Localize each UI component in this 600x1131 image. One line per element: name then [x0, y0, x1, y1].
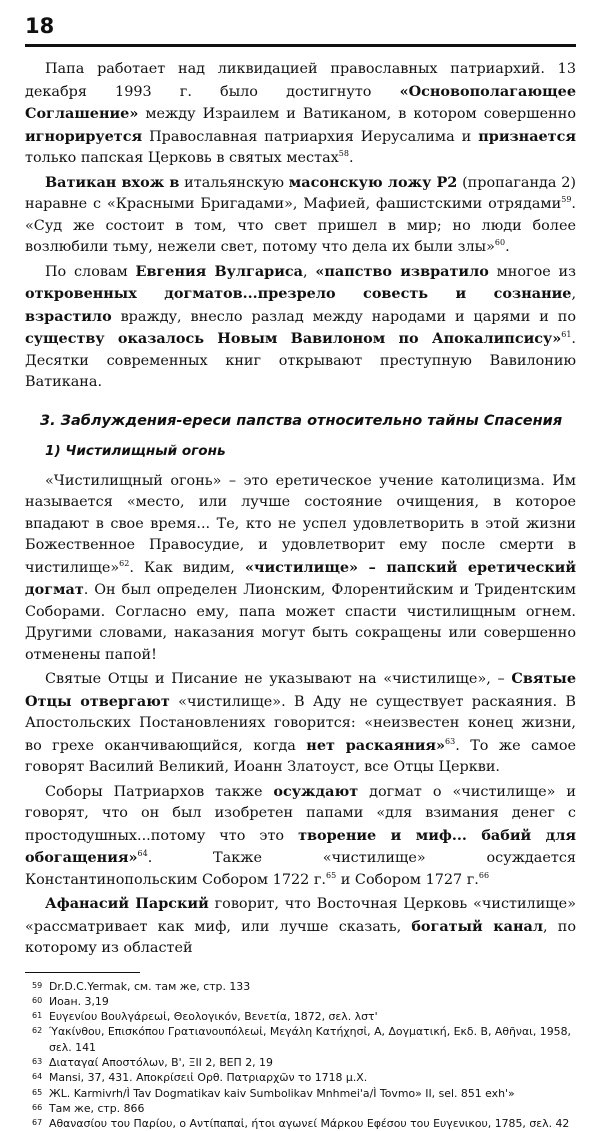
footnote-ref: 62 [119, 559, 129, 568]
bold-text: масонскую ложу Р2 [289, 174, 458, 191]
text-run: итальянскую [179, 175, 288, 191]
text-run: и Собором 1727 г. [336, 872, 479, 888]
footnote-rule [25, 972, 140, 973]
bold-text: творение и миф... бабий для обогащения» [25, 827, 576, 867]
text-run: . «Суд же состоит в том, что свет пришел в мир; но люди более возлюбили тьму, нежели свет, потому что дела их были злы» [25, 196, 576, 255]
text-run: Соборы Патриархов также [45, 784, 273, 800]
paragraphs-block-1 [25, 59, 576, 394]
text-run: . Он был определен Лионским, Флорентийским и Тридентским Соборами. Согласно ему, папа может спасти чистилищным огнем. Другими словами, наказания могут быть сокращены или совершенно отменены папой! [25, 582, 576, 663]
footnote-number: 64 [32, 1069, 42, 1084]
text-run: Святые Отцы и Писание не указывают на «чистилище», – [45, 671, 511, 687]
bold-text: «папство извратило [315, 263, 488, 280]
bold-text: Святые Отцы отвергают [25, 670, 576, 710]
bold-text: нет раскаяния» [306, 737, 445, 754]
bold-text: игнорируется [25, 128, 142, 145]
footnote-number: 62 [32, 1023, 42, 1038]
bold-text: взрастило [25, 308, 112, 325]
bold-text: существу оказалось Новым Вавилоном по Апокалипсису» [25, 330, 561, 347]
footnote-number: 60 [32, 993, 42, 1008]
text-run: , [571, 286, 576, 302]
footnote-text: Αθανασίου του Παρίου, ο Αντίπαπαἰ, ήτοι αγωνεί Μάρκου Εφέσου του Ευγενικου, 1785, σελ. 42 [49, 1117, 569, 1130]
footnote-number: 61 [32, 1008, 42, 1023]
footnote-ref: 66 [479, 871, 489, 880]
paragraph [25, 172, 576, 259]
paragraph [25, 893, 576, 960]
footnote [25, 994, 576, 1009]
footnote-number: 65 [32, 1085, 42, 1100]
footnote [25, 1086, 576, 1101]
bold-text: богатый канал [411, 918, 543, 935]
bold-text: ...презрело совесть и сознание [243, 285, 572, 302]
bold-text: Афанасий Парский [45, 895, 209, 912]
text-run: Православная патриархия Иерусалима и [142, 129, 478, 145]
footnotes [25, 979, 576, 1131]
text-run: «Чистилищный огонь» – это еретическое учение католицизма. Им называется «место, или лучше состояние очищения, в которое впадают в свое время... Те, кто не успел удовлетворить в этой жизни Божественное Правосудие, и удовлетворит ему после смерти в чистилище» [25, 473, 576, 576]
bold-text: «чистилище» – папский еретический догмат [25, 559, 576, 599]
footnote-ref: 60 [495, 238, 505, 247]
paragraphs-block-2 [25, 471, 576, 960]
subsection-heading: 1) Чистилищный огонь [45, 441, 576, 463]
bold-text: «Основополагающее Соглашение» [25, 83, 576, 123]
bold-text: откровенных догматов [25, 285, 243, 302]
paragraph [25, 471, 576, 667]
text-run: между Израилем и Ватиканом, в котором совершенно [138, 106, 576, 122]
body-text [25, 59, 576, 960]
footnote [25, 1116, 576, 1131]
footnote [25, 979, 576, 994]
footnote-text: Mansi, 37, 431. Αποκρίσειἰ Ορθ. Πατριαρχῶν το 1718 μ.Χ. [49, 1071, 367, 1084]
footnote-text: Иоан. 3,19 [49, 995, 109, 1008]
footnote-ref: 63 [445, 737, 455, 746]
footnote-number: 67 [32, 1115, 42, 1130]
text-run: , по которому из областей [25, 919, 576, 957]
header-rule [25, 44, 576, 47]
text-run: говорит, что Восточная Церковь «чистилище» «рассматривает как миф, или лучше сказать, [25, 896, 576, 935]
bold-text: осуждают [273, 783, 358, 800]
text-run: только папская Церковь в святых местах [25, 150, 339, 166]
paragraph [25, 261, 576, 394]
footnote-number: 63 [32, 1054, 42, 1069]
text-run: . Также «чистилище» осуждается Константинопольским Собором 1722 г. [25, 850, 576, 888]
footnote [25, 1101, 576, 1116]
footnote-text: Ύακίνθου, Επισκόπου Γρατιανουπόλεωἰ, Μεγάλη Κατήχησἰ, Α, Δογματική, Εκδ. Β, Αθῆναι, 1958, [49, 1025, 571, 1038]
footnote-text: Dr.D.C.Yermak, см. там же, стр. 133 [49, 980, 250, 993]
footnote-continuation: σελ. 141 [49, 1040, 576, 1055]
footnote-ref: 58 [339, 149, 349, 158]
paragraph [25, 59, 576, 170]
paragraph [25, 781, 576, 892]
section-heading: 3. Заблуждения-ереси папства относительно тайны Спасения [40, 411, 576, 433]
footnote-text: Там же, стр. 866 [49, 1102, 144, 1115]
text-run: . [349, 150, 354, 166]
footnote-ref: 59 [561, 195, 571, 204]
footnote-text: ЖL. Karmivrh/Ì Tav Dogmatikav kaiv Sumbolikav Mnhmei'a/Ì Tovmo» II, sel. 851 exh'» [49, 1087, 515, 1100]
footnote-text: Διαταγαί Αποστόλων, Β', ΞΙΙ 2, ΒΕΠ 2, 19 [49, 1056, 273, 1069]
footnote-ref: 64 [138, 849, 148, 858]
bold-text: признается [478, 128, 576, 145]
footnote [25, 1070, 576, 1085]
text-run: Папа работает над ликвидацией православных патриархий. 13 декабря 1993 г. было достигнуто [25, 61, 576, 100]
text-run: . Как видим, [129, 560, 245, 576]
text-run: (пропаганда 2) наравне с «Красными Бригадами», Мафией, фашистскими отрядами [25, 175, 576, 213]
text-run: По словам [45, 264, 136, 280]
paragraph [25, 668, 576, 779]
text-run: многое из [489, 264, 576, 280]
bold-text: Ватикан вхож в [45, 174, 179, 191]
text-run: , [303, 264, 315, 280]
text-run: «чистилище». В Аду не существует раскаяния. В Апостольских Постановлениях говорится: «неизвестен конец жизни, во грехе оканчивающийся, когда [25, 694, 576, 754]
footnote-ref: 65 [326, 871, 336, 880]
footnote-number: 59 [32, 978, 42, 993]
footnote [25, 1024, 576, 1055]
text-run: . [505, 239, 510, 255]
footnote-number: 66 [32, 1100, 42, 1115]
bold-text: Евгения Вулгариса [136, 263, 303, 280]
footnote [25, 1055, 576, 1070]
text-run: вражду, внесло разлад между народами и царями и по [112, 309, 576, 325]
footnote-ref: 61 [561, 330, 571, 339]
page-number: 18 [25, 14, 576, 38]
text-run: . Десятки современных книг открывают преступную Вавилонию Ватикана. [25, 331, 576, 390]
footnote-text: Ευγενίου Βουλγάρεωἰ, Θεολογικόν, Βενετία, 1872, σελ. λστ' [49, 1010, 378, 1023]
text-run: догмат о «чистилище» и говорят, что он был изобретен папами «для взимания денег с простодушных...потому что это [25, 784, 576, 844]
text-run: . То же самое говорят Василий Великий, Иоанн Златоуст, все Отцы Церкви. [25, 738, 576, 776]
footnote [25, 1009, 576, 1024]
